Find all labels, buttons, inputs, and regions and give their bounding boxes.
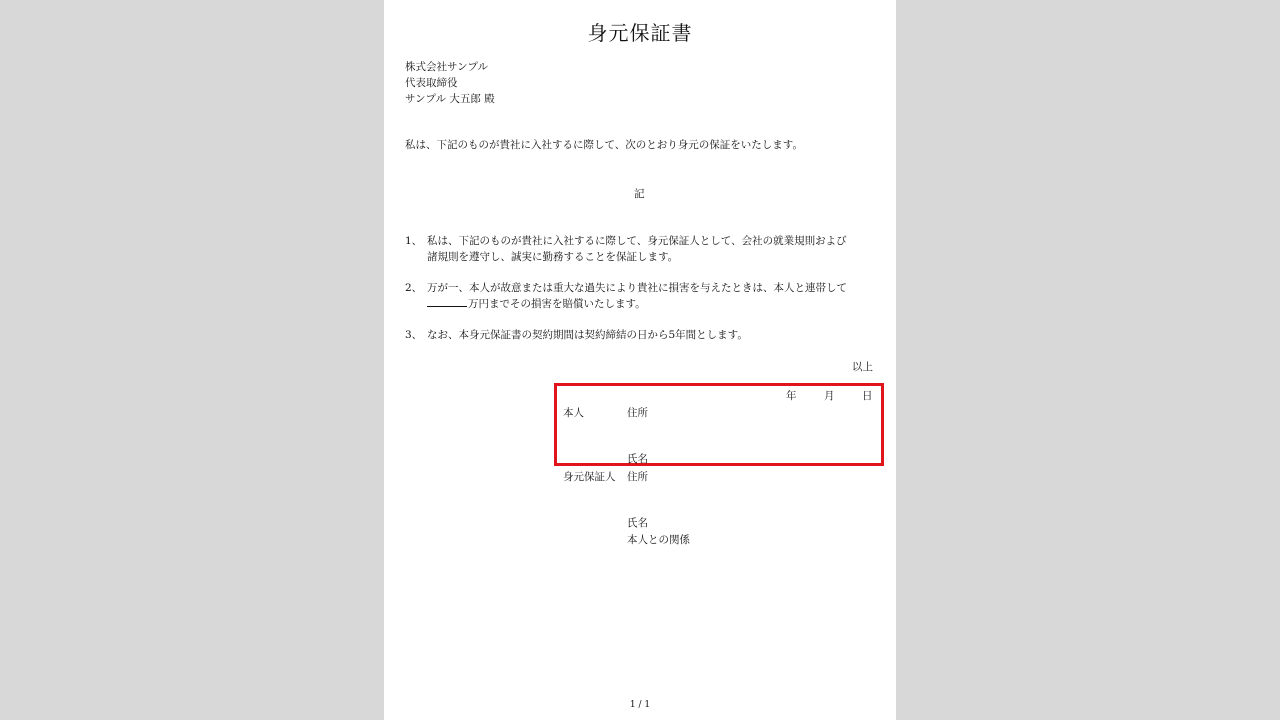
clause-number: 1、: [405, 235, 423, 247]
addressee-block: [405, 59, 495, 107]
document-title: 身元保証書: [587, 21, 693, 45]
ki-heading: 記: [634, 188, 645, 200]
date-day-label: 日: [862, 390, 873, 402]
guarantor-relation-label: 本人との関係: [627, 534, 690, 546]
amount-blank: [427, 296, 467, 307]
clause-3: [405, 327, 748, 343]
guarantor-address-label: 住所: [627, 471, 648, 483]
addressee-position: 代表取締役: [405, 77, 458, 89]
clause-number: 3、: [405, 329, 423, 341]
clause-number: 2、: [405, 282, 423, 294]
principal-address-label: 住所: [627, 407, 648, 419]
date-year-label: 年: [786, 390, 797, 402]
intro-text: 私は、下記のものが貴社に入社するに際して、次のとおり身元の保証をいたします。: [405, 139, 803, 151]
clause-text: 万が一、本人が故意または重大な過失により貴社に損害を与えたときは、本人と連帯して: [427, 282, 847, 294]
principal-label: 本人: [563, 407, 584, 419]
guarantor-name-label: 氏名: [627, 517, 648, 529]
guarantor-label: 身元保証人: [563, 471, 616, 483]
clause-text: 私は、下記のものが貴社に入社するに際して、身元保証人として、会社の就業規則および: [427, 235, 847, 247]
clause-text-continued: 諸規則を遵守し、誠実に勤務することを保証します。: [427, 251, 679, 263]
clause-1: [405, 233, 847, 265]
ijo-text: 以上: [852, 361, 873, 373]
document-page: [384, 0, 896, 720]
clause-text-continued: 万円までその損害を賠償いたします。: [468, 298, 646, 310]
addressee-company: 株式会社サンプル: [405, 61, 489, 73]
date-month-label: 月: [824, 390, 835, 402]
page-number: 1 / 1: [629, 700, 651, 710]
principal-name-label: 氏名: [627, 453, 648, 465]
principal-highlight-box: [554, 383, 884, 466]
clause-2: [405, 280, 847, 312]
addressee-name: サンプル 大五郎 殿: [405, 93, 495, 105]
clause-text: なお、本身元保証書の契約期間は契約締結の日から5年間とします。: [427, 329, 748, 341]
